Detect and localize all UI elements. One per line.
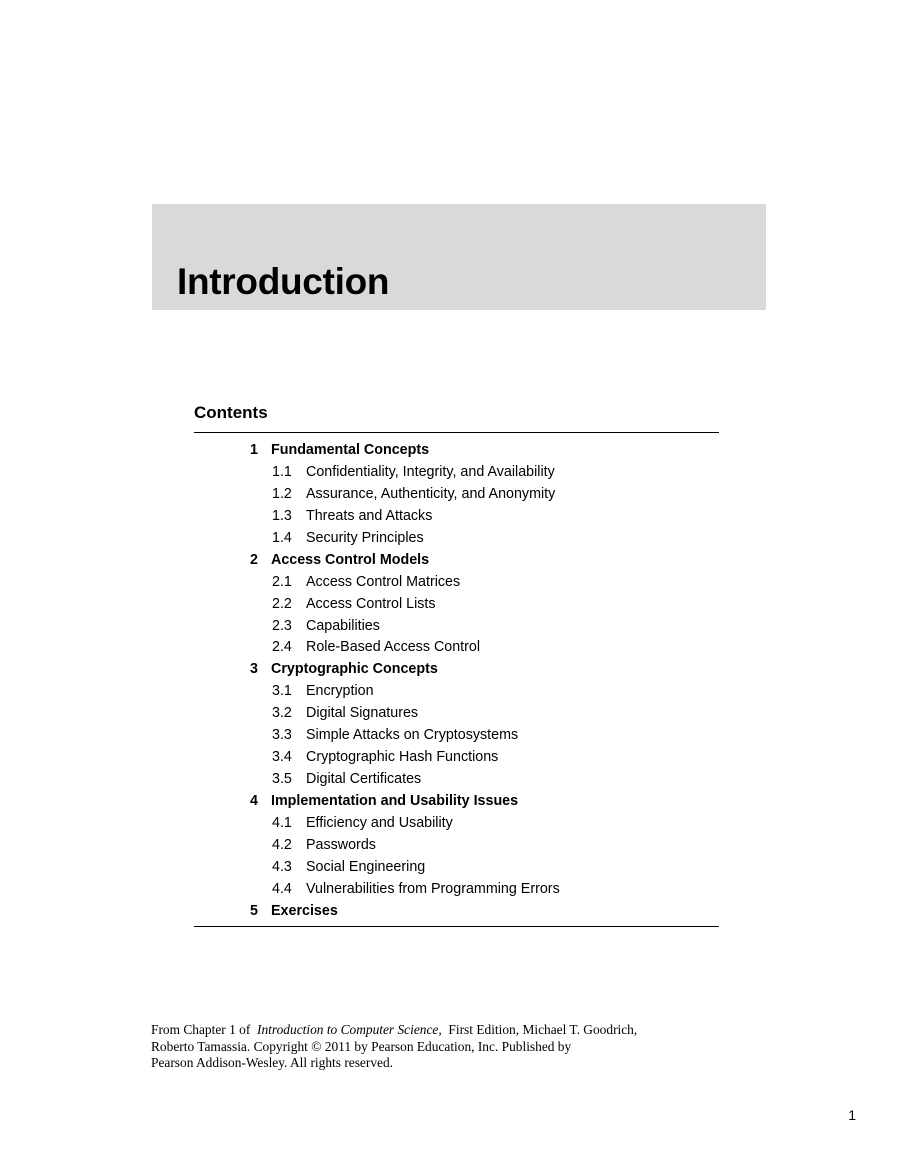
toc-entry-number: 3 <box>250 661 258 678</box>
toc-entry-title: Exercises <box>271 902 338 919</box>
toc-entry-number: 2.1 <box>272 573 292 590</box>
toc-subsection <box>0 572 911 594</box>
toc-entry-number: 2.2 <box>272 595 292 612</box>
toc-subsection <box>0 835 911 857</box>
toc-entry-number: 2.4 <box>272 639 292 656</box>
toc-entry-number: 1.4 <box>272 529 292 546</box>
toc-subsection <box>0 769 911 791</box>
toc-entry-number: 4.4 <box>272 880 292 897</box>
toc-entry-title: Cryptographic Concepts <box>271 661 438 678</box>
toc-entry-number: 4.3 <box>272 858 292 875</box>
toc-entry-title: Digital Signatures <box>306 705 419 722</box>
toc-subsection <box>0 725 911 747</box>
footnote-prefix: From Chapter 1 of <box>151 1022 251 1037</box>
toc-section <box>0 550 911 572</box>
footnote-line-1 <box>151 1022 771 1039</box>
toc-entry-title: Security Principles <box>306 529 424 546</box>
toc-section <box>0 659 911 681</box>
toc-entry-number: 2 <box>250 551 258 568</box>
toc-subsection <box>0 857 911 879</box>
toc-entry-number: 5 <box>250 902 258 919</box>
toc-entry-number: 1.3 <box>272 507 292 524</box>
contents-top-rule <box>194 432 719 433</box>
page-number: 1 <box>848 1107 856 1123</box>
toc-entry-title: Role-Based Access Control <box>306 639 481 656</box>
toc-entry-title: Cryptographic Hash Functions <box>306 749 499 766</box>
toc-entry-title: Access Control Models <box>271 551 430 568</box>
toc-entry-number: 1.1 <box>272 463 292 480</box>
toc-subsection <box>0 506 911 528</box>
toc-entry-title: Vulnerabilities from Programming Errors <box>306 880 560 897</box>
toc-entry-number: 1 <box>250 442 258 458</box>
footnote-line-2: Roberto Tamassia. Copyright © 2011 by Pearson Education, Inc. Published by <box>151 1038 572 1054</box>
toc-subsection <box>0 681 911 703</box>
toc-entry-title: Access Control Lists <box>306 595 436 612</box>
toc-entry-title: Capabilities <box>306 617 380 634</box>
toc-entry-number: 3.2 <box>272 705 292 722</box>
toc-entry-title: Assurance, Authenticity, and Anonymity <box>306 485 556 502</box>
toc-entry-title: Implementation and Usability Issues <box>271 793 519 809</box>
toc-subsection <box>0 703 911 725</box>
chapter-title: Introduction <box>177 261 390 302</box>
toc-subsection <box>0 747 911 769</box>
contents-bottom-rule <box>194 926 719 927</box>
toc-entry-number: 3.5 <box>272 771 292 788</box>
toc-subsection <box>0 528 911 550</box>
toc-entry-number: 1.2 <box>272 485 292 502</box>
toc-entry-number: 3.4 <box>272 749 292 766</box>
toc-entry-title: Confidentiality, Integrity, and Availability <box>306 463 555 480</box>
toc-subsection <box>0 484 911 506</box>
toc-section <box>0 440 911 462</box>
toc-section <box>0 791 911 813</box>
toc-entry-number: 3.1 <box>272 683 292 700</box>
footnote-line-3: Pearson Addison-Wesley. All rights reserved. <box>151 1055 394 1070</box>
toc-entry-title: Passwords <box>306 836 376 853</box>
chapter-title-band <box>152 204 766 310</box>
footnote-edition: First Edition, Michael T. Goodrich, <box>448 1022 638 1037</box>
toc-entry-title: Social Engineering <box>306 858 426 875</box>
toc-entry-title: Efficiency and Usability <box>306 814 453 831</box>
toc-entry-number: 3.3 <box>272 727 292 744</box>
toc-entry-title: Digital Certificates <box>306 771 422 788</box>
toc-section <box>0 901 911 923</box>
toc-subsection <box>0 616 911 638</box>
toc-subsection <box>0 637 911 659</box>
toc-entry-title: Access Control Matrices <box>306 573 461 590</box>
toc-subsection <box>0 879 911 901</box>
contents-heading: Contents <box>194 403 268 422</box>
toc-entry-title: Simple Attacks on Cryptosystems <box>306 727 519 744</box>
toc-entry-title: Encryption <box>306 683 374 700</box>
toc-subsection <box>0 594 911 616</box>
toc-entry-number: 4.2 <box>272 836 292 853</box>
toc-entry-title: Fundamental Concepts <box>271 442 430 458</box>
table-of-contents <box>0 440 911 923</box>
toc-entry-number: 4.1 <box>272 814 292 831</box>
toc-subsection <box>0 462 911 484</box>
toc-entry-title: Threats and Attacks <box>306 507 433 524</box>
toc-subsection <box>0 813 911 835</box>
footnote-book-title: Introduction to Computer Science, <box>257 1022 442 1037</box>
copyright-footnote <box>151 1022 771 1072</box>
toc-entry-number: 2.3 <box>272 617 292 634</box>
toc-entry-number: 4 <box>250 793 258 809</box>
